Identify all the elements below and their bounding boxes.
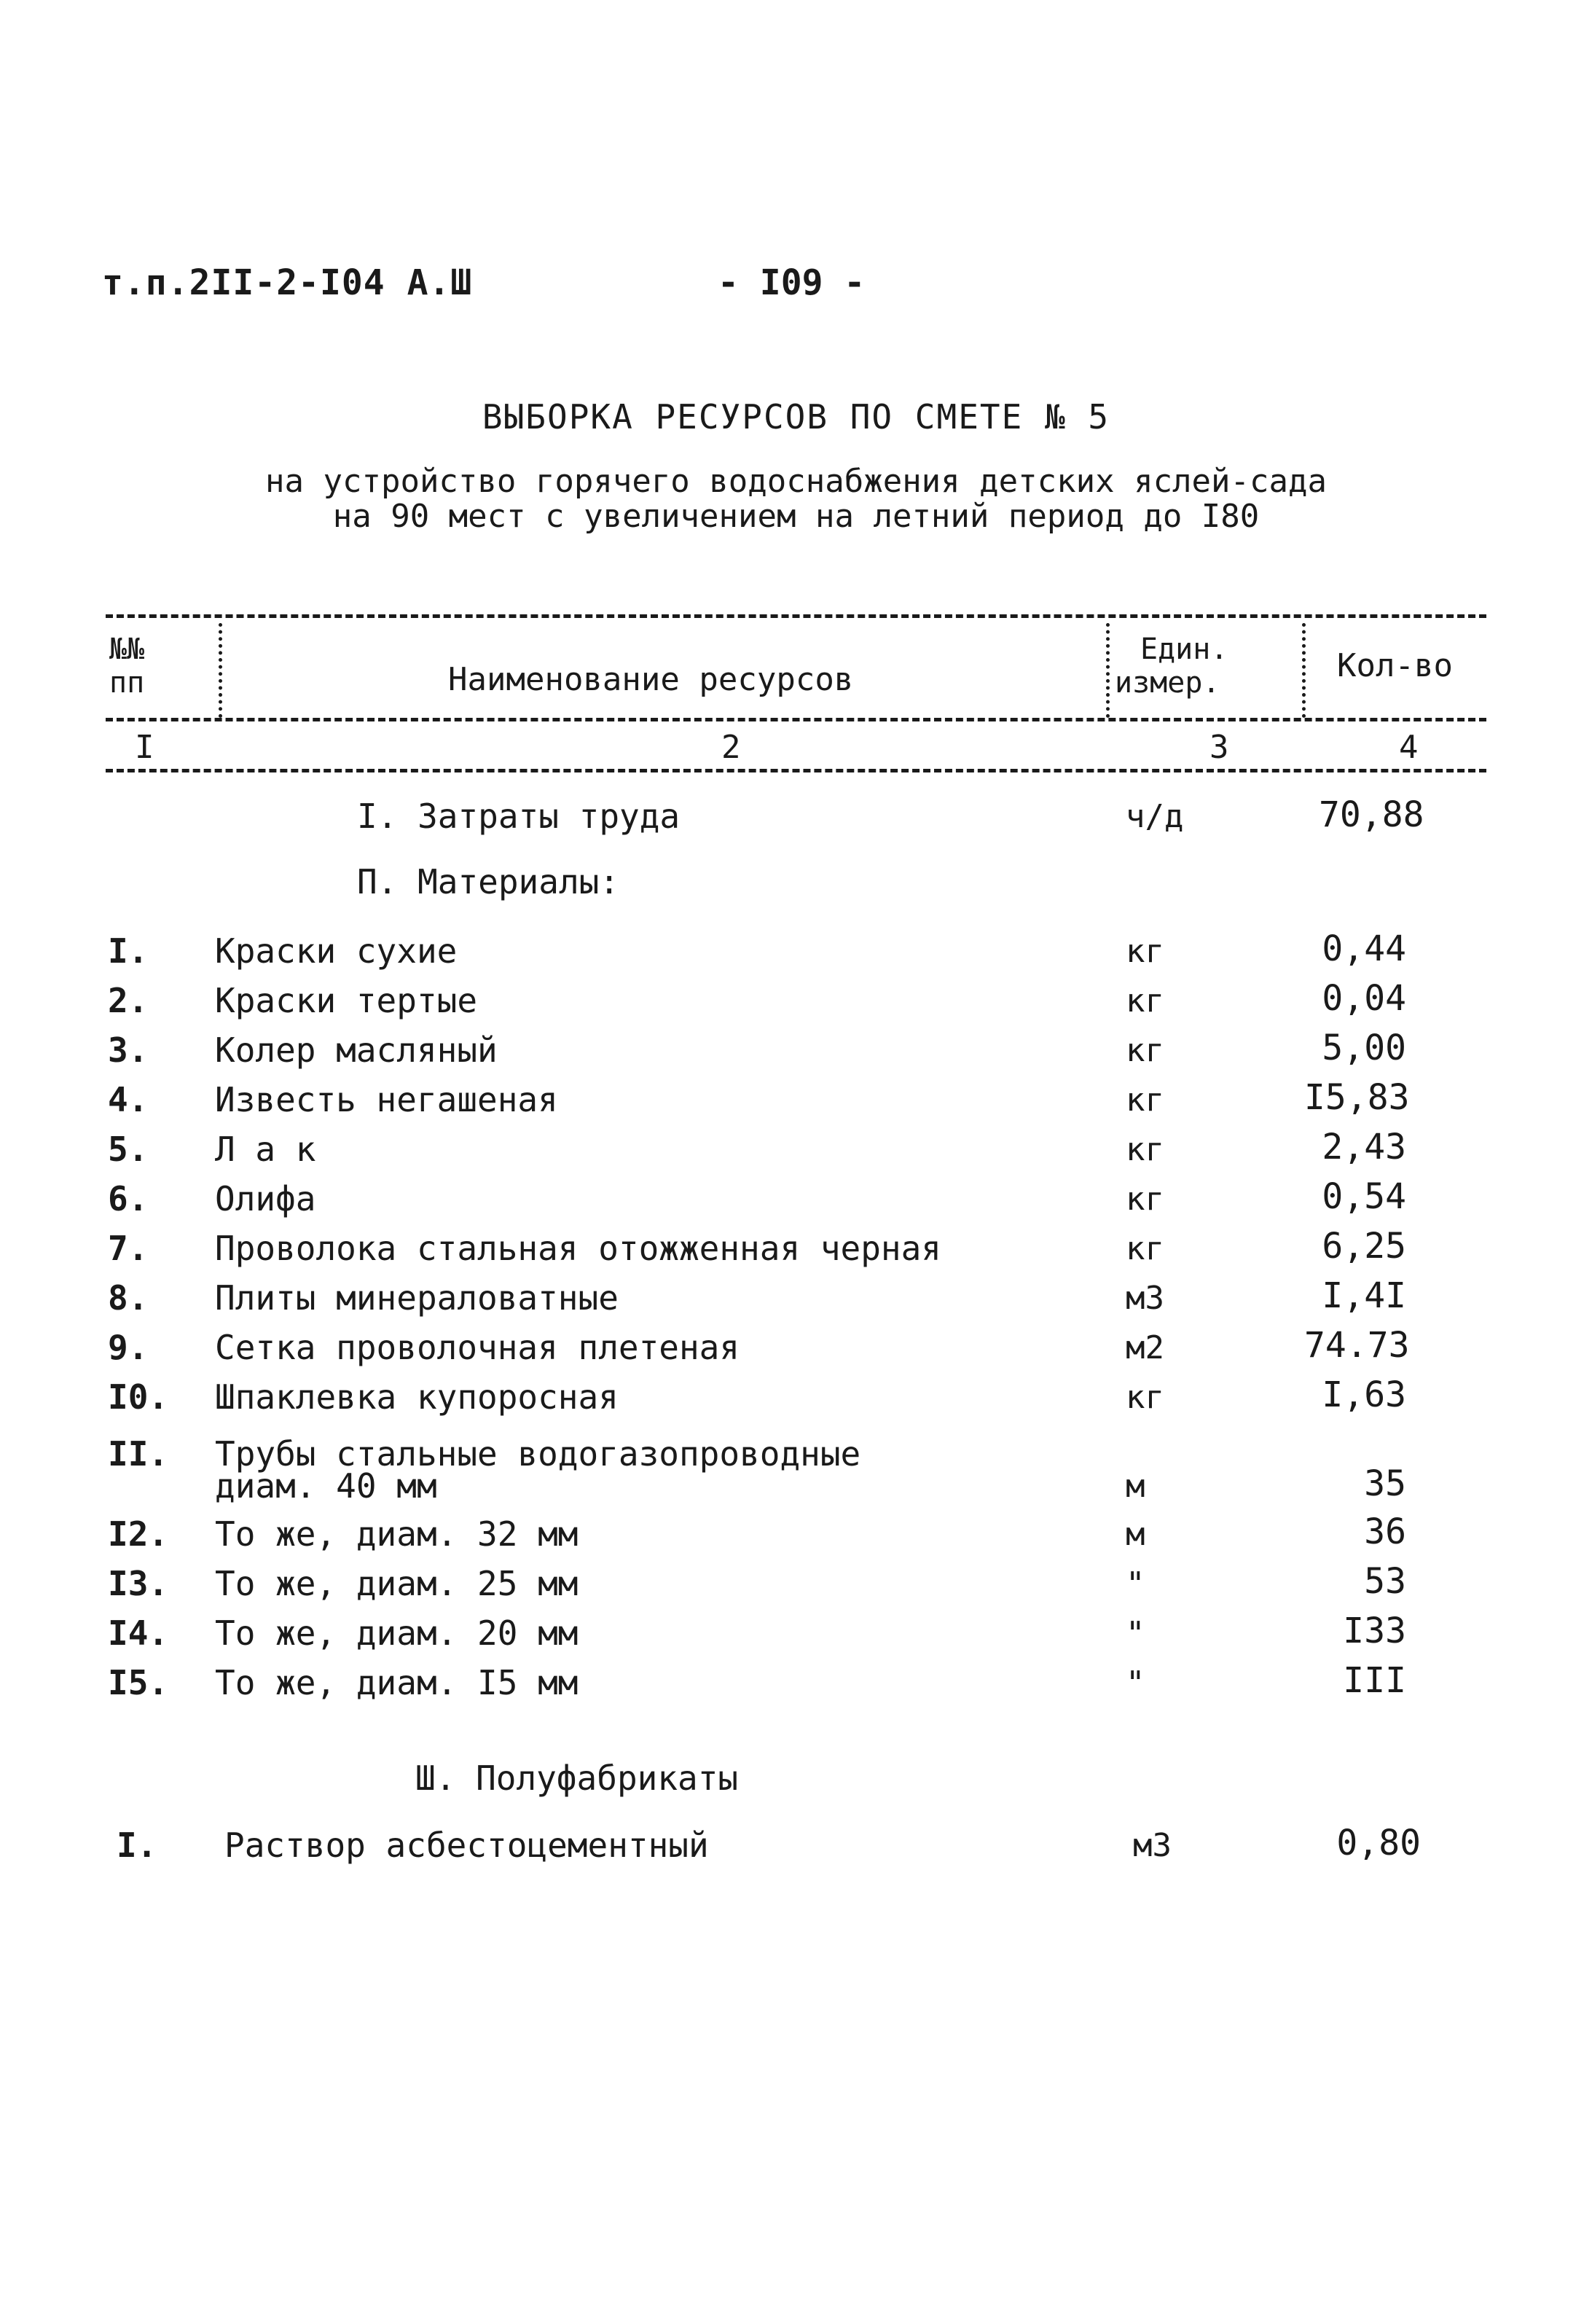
material-unit: кг [1126,982,1164,1020]
material-name-continuation: диам. 40 мм [215,1466,437,1506]
header-col2: Наименование ресурсов [448,661,854,698]
material-name: Трубы стальные водогазопроводные [215,1434,861,1474]
semi-row-number: I. [117,1826,157,1865]
column-number: 3 [1209,729,1229,766]
header-col3-line1: Един. [1140,633,1228,666]
material-name: Известь негашеная [215,1080,558,1119]
document-code: т.п.2II-2-I04 А.Ш [102,262,473,303]
table-header-rule [106,718,1486,721]
material-name: Л а к [215,1130,316,1169]
material-name: Сетка проволочная плетеная [215,1328,740,1367]
material-qty: 5,00 [1322,1028,1406,1068]
material-row-number: I0. [108,1377,169,1417]
material-row-number: 4. [108,1080,149,1119]
material-qty: III [1343,1660,1406,1701]
material-name: Колер масляный [215,1030,498,1070]
material-name: Проволока стальная отожженная черная [215,1229,941,1268]
material-row-number: I4. [108,1613,169,1653]
column-divider [1106,623,1110,718]
column-number: I [135,729,154,766]
material-qty: 0,04 [1322,978,1406,1019]
column-divider [1302,623,1306,718]
material-row-number: 6. [108,1179,149,1218]
material-name: То же, диам. 32 мм [215,1514,579,1554]
material-unit: " [1126,1615,1145,1652]
material-row-number: 8. [108,1278,149,1318]
material-qty: 6,25 [1322,1226,1406,1267]
material-name: Краски сухие [215,931,458,971]
subtitle-line-1: на устройство горячего водоснабжения детских яслей-сада [265,463,1327,500]
header-col4: Кол-во [1337,647,1453,684]
material-unit: " [1126,1565,1145,1603]
material-unit: м2 [1126,1329,1164,1366]
material-unit: кг [1126,1032,1164,1069]
material-qty: 53 [1364,1561,1406,1602]
material-row-number: 9. [108,1328,149,1367]
material-name: То же, диам. 25 мм [215,1564,579,1603]
semi-qty: 0,80 [1336,1823,1421,1863]
material-row-number: I5. [108,1663,169,1702]
material-unit: кг [1126,933,1164,970]
material-row-number: 5. [108,1130,149,1169]
material-row-number: 3. [108,1030,149,1070]
column-divider [219,623,222,718]
material-unit: кг [1126,1230,1164,1267]
column-number: 2 [721,729,741,766]
material-unit: кг [1126,1131,1164,1168]
material-unit: м3 [1126,1280,1164,1317]
document-title: ВЫБОРКА РЕСУРСОВ ПО СМЕТЕ № 5 [482,397,1110,437]
material-name: Краски тертые [215,981,478,1020]
page-number: - I09 - [718,262,866,303]
section-labor-title: I. Затраты труда [357,797,681,836]
subtitle-line-2: на 90 мест с увеличением на летний период до I80 [332,498,1260,535]
header-col3-line2: измер. [1115,666,1220,700]
table-top-rule [106,614,1486,618]
material-qty: I,4I [1322,1275,1406,1316]
material-name: То же, диам. 20 мм [215,1613,579,1653]
semi-unit: м3 [1133,1827,1172,1864]
material-row-number: 2. [108,981,149,1020]
material-row-number: II. [108,1434,169,1474]
material-unit: " [1126,1664,1145,1702]
table-colnum-rule [106,769,1486,772]
header-col1-line2: пп [109,666,145,700]
material-unit: кг [1126,1379,1164,1416]
material-row-number: 7. [108,1229,149,1268]
material-name: Олифа [215,1179,316,1218]
material-unit: м [1126,1516,1145,1553]
material-name: Плиты минераловатные [215,1278,619,1318]
labor-qty: 70,88 [1319,794,1424,835]
material-qty: I33 [1343,1611,1406,1651]
material-qty: 74.73 [1304,1325,1410,1366]
material-qty: 2,43 [1322,1127,1406,1167]
material-qty: 0,54 [1322,1176,1406,1217]
material-row-number: I2. [108,1514,169,1554]
column-number: 4 [1399,729,1419,766]
material-qty: 35 [1364,1463,1406,1504]
material-qty: I,63 [1322,1374,1406,1415]
section-semi-title: Ш. Полуфабрикаты [415,1758,739,1798]
material-row-number: I. [108,931,149,971]
material-name: Шпаклевка купоросная [215,1377,619,1417]
material-qty: I5,83 [1304,1077,1410,1118]
material-unit: кг [1126,1181,1164,1218]
header-col1-line1: №№ [109,633,145,666]
material-qty: 36 [1364,1511,1406,1552]
semi-name: Раствор асбестоцементный [224,1826,709,1865]
section-materials-title: П. Материалы: [357,862,620,901]
material-unit: м [1126,1468,1145,1505]
material-name: То же, диам. I5 мм [215,1663,579,1702]
labor-unit: ч/д [1126,798,1184,835]
material-row-number: I3. [108,1564,169,1603]
material-unit: кг [1126,1081,1164,1119]
material-qty: 0,44 [1322,928,1406,969]
